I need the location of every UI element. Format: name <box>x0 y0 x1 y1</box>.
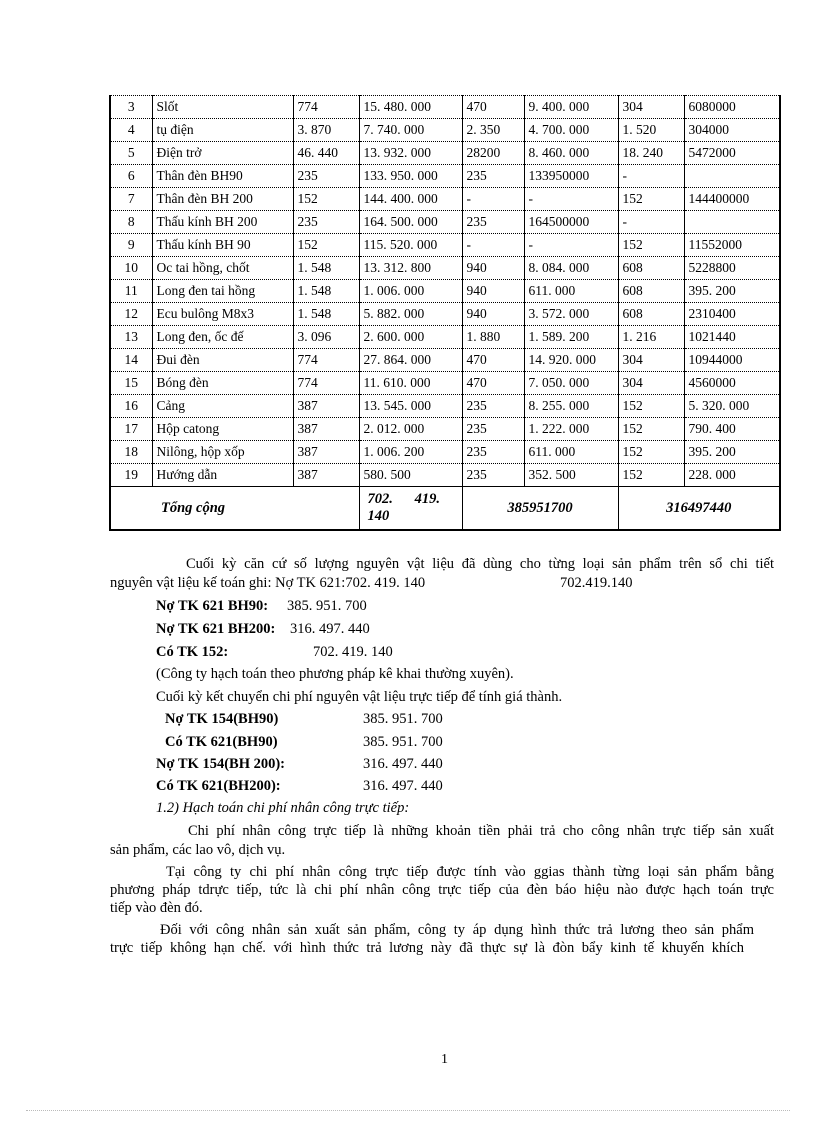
total-all-line-1: 702. 419. <box>367 491 440 507</box>
item-name-cell: Bóng đèn <box>152 372 293 395</box>
entry-no621-bh200-label: Nợ TK 621 BH200: <box>156 621 276 637</box>
table-total-row <box>110 487 780 531</box>
row-number-cell: 9 <box>110 234 152 257</box>
amount-bh200-cell: 6080000 <box>684 96 780 119</box>
qty-bh90-cell: 470 <box>462 96 524 119</box>
qty-total-cell: 774 <box>293 96 359 119</box>
amount-bh200-cell: 790. 400 <box>684 418 780 441</box>
amount-bh200-cell: 144400000 <box>684 188 780 211</box>
amount-total-cell: 164. 500. 000 <box>359 211 462 234</box>
total-all-cell <box>359 487 462 531</box>
qty-bh90-cell: 2. 350 <box>462 119 524 142</box>
qty-bh200-cell: 152 <box>618 464 684 487</box>
qty-bh200-cell: - <box>618 211 684 234</box>
qty-bh90-cell: 235 <box>462 395 524 418</box>
item-name-cell: tụ điện <box>152 119 293 142</box>
item-name-cell: Ecu bulông M8x3 <box>152 303 293 326</box>
amount-total-cell: 13. 932. 000 <box>359 142 462 165</box>
item-name-cell: Điện trở <box>152 142 293 165</box>
qty-total-cell: 235 <box>293 165 359 188</box>
entry-no621-bh200-value: 316. 497. 440 <box>290 621 370 637</box>
qty-total-cell: 387 <box>293 441 359 464</box>
footer-divider <box>26 1110 790 1111</box>
amount-bh200-cell: 4560000 <box>684 372 780 395</box>
amount-total-cell: 144. 400. 000 <box>359 188 462 211</box>
item-name-cell: Long đen, ốc đế <box>152 326 293 349</box>
qty-total-cell: 46. 440 <box>293 142 359 165</box>
amount-bh200-cell: 2310400 <box>684 303 780 326</box>
qty-bh90-cell: 470 <box>462 349 524 372</box>
amount-total-cell: 115. 520. 000 <box>359 234 462 257</box>
qty-total-cell: 774 <box>293 349 359 372</box>
item-name-cell: Thân đèn BH90 <box>152 165 293 188</box>
entry-co621-bh200-label: Có TK 621(BH200): <box>156 778 281 794</box>
entry-co621-bh90-value: 385. 951. 700 <box>363 734 443 750</box>
amount-bh200-cell: 10944000 <box>684 349 780 372</box>
amount-bh90-cell: 352. 500 <box>524 464 618 487</box>
qty-bh90-cell: 940 <box>462 257 524 280</box>
amount-total-cell: 11. 610. 000 <box>359 372 462 395</box>
amount-bh90-cell: - <box>524 234 618 257</box>
amount-bh200-cell: 11552000 <box>684 234 780 257</box>
qty-total-cell: 387 <box>293 395 359 418</box>
qty-bh200-cell: 152 <box>618 418 684 441</box>
amount-bh90-cell: 14. 920. 000 <box>524 349 618 372</box>
amount-bh200-cell: 5. 320. 000 <box>684 395 780 418</box>
qty-total-cell: 1. 548 <box>293 303 359 326</box>
qty-bh200-cell: 152 <box>618 234 684 257</box>
table-row <box>110 257 780 280</box>
paragraph-3-line-2: phương pháp tdrực tiếp, tức là chi phí nhân công trực tiếp của đèn báo hiệu nào được hạch toán trực <box>110 882 774 898</box>
row-number-cell: 8 <box>110 211 152 234</box>
table-row <box>110 372 780 395</box>
row-number-cell: 3 <box>110 96 152 119</box>
qty-bh90-cell: 235 <box>462 211 524 234</box>
paragraph-3-line-1: Tại công ty chi phí nhân công trực tiếp được tính vào ggias thành từng loại sản phẩm bằng <box>166 864 774 880</box>
amount-bh200-cell: 395. 200 <box>684 280 780 303</box>
table-row <box>110 464 780 487</box>
amount-total-cell: 13. 312. 800 <box>359 257 462 280</box>
qty-bh200-cell: 608 <box>618 257 684 280</box>
row-number-cell: 18 <box>110 441 152 464</box>
row-number-cell: 16 <box>110 395 152 418</box>
amount-bh90-cell: 1. 222. 000 <box>524 418 618 441</box>
amount-bh90-cell: 8. 460. 000 <box>524 142 618 165</box>
amount-bh90-cell: 611. 000 <box>524 441 618 464</box>
amount-bh200-cell <box>684 211 780 234</box>
item-name-cell: Cảng <box>152 395 293 418</box>
amount-bh90-cell: 611. 000 <box>524 280 618 303</box>
qty-bh90-cell: 28200 <box>462 142 524 165</box>
qty-bh90-cell: 235 <box>462 418 524 441</box>
entry-no621-bh90-label: Nợ TK 621 BH90: <box>156 598 269 614</box>
qty-bh90-cell: 940 <box>462 280 524 303</box>
amount-bh90-cell: 164500000 <box>524 211 618 234</box>
entry-co152-value: 702. 419. 140 <box>313 644 393 660</box>
amount-bh90-cell: 8. 084. 000 <box>524 257 618 280</box>
qty-bh90-cell: - <box>462 234 524 257</box>
item-name-cell: Hộp catong <box>152 418 293 441</box>
amount-bh90-cell: - <box>524 188 618 211</box>
method-note: (Công ty hạch toán theo phương pháp kê khai thường xuyên). <box>156 666 514 682</box>
entry-co621-bh90-label: Có TK 621(BH90) <box>165 734 278 750</box>
amount-bh90-cell: 8. 255. 000 <box>524 395 618 418</box>
qty-total-cell: 1. 548 <box>293 280 359 303</box>
item-name-cell: Hướng dẫn <box>152 464 293 487</box>
paragraph-1-total: 702.419.140 <box>560 575 633 591</box>
table-row <box>110 280 780 303</box>
row-number-cell: 19 <box>110 464 152 487</box>
total-label-cell: Tổng cộng <box>110 487 359 531</box>
qty-bh200-cell: 304 <box>618 96 684 119</box>
item-name-cell: Long đen tai hồng <box>152 280 293 303</box>
row-number-cell: 6 <box>110 165 152 188</box>
table-row <box>110 349 780 372</box>
qty-bh200-cell: 1. 216 <box>618 326 684 349</box>
amount-bh90-cell: 7. 050. 000 <box>524 372 618 395</box>
qty-bh90-cell: 235 <box>462 464 524 487</box>
amount-bh200-cell: 5228800 <box>684 257 780 280</box>
table-row <box>110 303 780 326</box>
paragraph-3-line-3: tiếp vào đèn đó. <box>110 900 203 916</box>
table-row <box>110 326 780 349</box>
paragraph-4-line-2: trực tiếp không hạn chế. với hình thức trả lương này đã thực sự là đòn bẩy kinh tế khuyến khích <box>110 940 744 956</box>
row-number-cell: 4 <box>110 119 152 142</box>
row-number-cell: 7 <box>110 188 152 211</box>
entry-no621-bh90-value: 385. 951. 700 <box>287 598 367 614</box>
amount-bh200-cell: 228. 000 <box>684 464 780 487</box>
qty-bh90-cell: 235 <box>462 441 524 464</box>
qty-bh200-cell: 1. 520 <box>618 119 684 142</box>
amount-total-cell: 13. 545. 000 <box>359 395 462 418</box>
table-body <box>110 96 780 531</box>
qty-total-cell: 3. 096 <box>293 326 359 349</box>
row-number-cell: 15 <box>110 372 152 395</box>
qty-bh200-cell: 304 <box>618 349 684 372</box>
qty-bh200-cell: 152 <box>618 188 684 211</box>
table-row <box>110 165 780 188</box>
section-heading: 1.2) Hạch toán chi phí nhân công trực tiếp: <box>156 800 410 816</box>
amount-total-cell: 15. 480. 000 <box>359 96 462 119</box>
amount-bh90-cell: 9. 400. 000 <box>524 96 618 119</box>
amount-total-cell: 2. 600. 000 <box>359 326 462 349</box>
item-name-cell: Đui đèn <box>152 349 293 372</box>
total-all-line-2: 140 <box>367 508 390 524</box>
qty-total-cell: 387 <box>293 418 359 441</box>
paragraph-2-line-1: Chi phí nhân công trực tiếp là những khoản tiền phải trả cho công nhân trực tiếp sản xuất <box>188 823 774 839</box>
qty-bh200-cell: 608 <box>618 303 684 326</box>
item-name-cell: Thân đèn BH 200 <box>152 188 293 211</box>
amount-bh200-cell: 395. 200 <box>684 441 780 464</box>
item-name-cell: Oc tai hồng, chốt <box>152 257 293 280</box>
item-name-cell: Thấu kính BH 200 <box>152 211 293 234</box>
entry-no154-bh90-value: 385. 951. 700 <box>363 711 443 727</box>
entry-no154-bh200-label: Nợ TK 154(BH 200): <box>156 756 285 772</box>
row-number-cell: 10 <box>110 257 152 280</box>
amount-total-cell: 1. 006. 200 <box>359 441 462 464</box>
qty-bh200-cell: 152 <box>618 395 684 418</box>
amount-bh200-cell: 304000 <box>684 119 780 142</box>
entry-no154-bh200-value: 316. 497. 440 <box>363 756 443 772</box>
row-number-cell: 12 <box>110 303 152 326</box>
qty-bh90-cell: 470 <box>462 372 524 395</box>
qty-total-cell: 152 <box>293 234 359 257</box>
amount-bh90-cell: 133950000 <box>524 165 618 188</box>
qty-bh200-cell: 608 <box>618 280 684 303</box>
table-row <box>110 418 780 441</box>
amount-bh200-cell <box>684 165 780 188</box>
qty-bh90-cell: - <box>462 188 524 211</box>
entry-co621-bh200-value: 316. 497. 440 <box>363 778 443 794</box>
table-row <box>110 395 780 418</box>
table-row <box>110 211 780 234</box>
table-row <box>110 119 780 142</box>
amount-total-cell: 1. 006. 000 <box>359 280 462 303</box>
amount-total-cell: 5. 882. 000 <box>359 303 462 326</box>
amount-total-cell: 7. 740. 000 <box>359 119 462 142</box>
item-name-cell: Thấu kính BH 90 <box>152 234 293 257</box>
paragraph-1-line-1: Cuối kỳ căn cứ số lượng nguyên vật liệu đã dùng cho từng loại sản phẩm trên sổ chi tiết <box>186 556 774 572</box>
qty-bh90-cell: 235 <box>462 165 524 188</box>
qty-bh200-cell: 304 <box>618 372 684 395</box>
amount-total-cell: 27. 864. 000 <box>359 349 462 372</box>
qty-total-cell: 152 <box>293 188 359 211</box>
amount-bh90-cell: 3. 572. 000 <box>524 303 618 326</box>
qty-total-cell: 774 <box>293 372 359 395</box>
qty-bh200-cell: - <box>618 165 684 188</box>
qty-bh200-cell: 18. 240 <box>618 142 684 165</box>
paragraph-4-line-1: Đối với công nhân sản xuất sản phẩm, công ty áp dụng hình thức trả lương theo sản phẩm <box>160 922 754 938</box>
qty-total-cell: 1. 548 <box>293 257 359 280</box>
row-number-cell: 5 <box>110 142 152 165</box>
material-cost-table <box>109 95 781 531</box>
amount-bh90-cell: 4. 700. 000 <box>524 119 618 142</box>
qty-bh200-cell: 152 <box>618 441 684 464</box>
qty-bh90-cell: 1. 880 <box>462 326 524 349</box>
transfer-note: Cuối kỳ kết chuyển chi phí nguyên vật liệu trực tiếp để tính giá thành. <box>156 689 563 705</box>
row-number-cell: 13 <box>110 326 152 349</box>
table-row <box>110 96 780 119</box>
paragraph-2-line-2: sản phẩm, các lao vô, dịch vụ. <box>110 842 286 858</box>
amount-bh90-cell: 1. 589. 200 <box>524 326 618 349</box>
qty-total-cell: 3. 870 <box>293 119 359 142</box>
row-number-cell: 11 <box>110 280 152 303</box>
qty-bh90-cell: 940 <box>462 303 524 326</box>
amount-total-cell: 580. 500 <box>359 464 462 487</box>
table-row <box>110 188 780 211</box>
table-row <box>110 234 780 257</box>
total-bh90-cell: 385951700 <box>462 487 618 531</box>
entry-no154-bh90-label: Nợ TK 154(BH90) <box>165 711 279 727</box>
page-number: 1 <box>441 1052 448 1067</box>
qty-total-cell: 387 <box>293 464 359 487</box>
amount-total-cell: 2. 012. 000 <box>359 418 462 441</box>
entry-co152-label: Có TK 152: <box>156 644 229 660</box>
paragraph-1-line-2: nguyên vật liệu kế toán ghi: Nợ TK 621:702. 419. 140 <box>110 575 426 591</box>
amount-total-cell: 133. 950. 000 <box>359 165 462 188</box>
item-name-cell: Slốt <box>152 96 293 119</box>
item-name-cell: Nilông, hộp xốp <box>152 441 293 464</box>
row-number-cell: 14 <box>110 349 152 372</box>
amount-bh200-cell: 1021440 <box>684 326 780 349</box>
qty-total-cell: 235 <box>293 211 359 234</box>
total-bh200-cell: 316497440 <box>618 487 780 531</box>
row-number-cell: 17 <box>110 418 152 441</box>
table-row <box>110 142 780 165</box>
table-row <box>110 441 780 464</box>
amount-bh200-cell: 5472000 <box>684 142 780 165</box>
